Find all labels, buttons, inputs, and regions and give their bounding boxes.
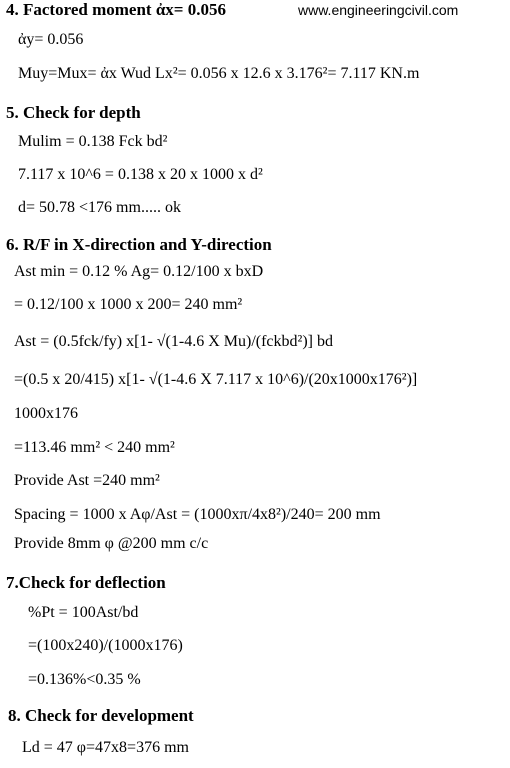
text-line: Ast min = 0.12 % Ag= 0.12/100 x bxD — [14, 263, 264, 280]
text-line: =113.46 mm² < 240 mm² — [14, 439, 175, 456]
text-line: = 0.12/100 x 1000 x 200= 240 mm² — [14, 296, 243, 313]
heading-factored-moment: 4. Factored moment ἀx= 0.056 — [6, 0, 226, 19]
text-line: d= 50.78 <176 mm..... ok — [18, 199, 181, 216]
text-line: Spacing = 1000 x Aφ/Ast = (1000xπ/4x8²)/240= 200 mm — [14, 506, 381, 523]
text-line: ἀy= 0.056 — [18, 31, 84, 48]
text-line: Ast = (0.5fck/fy) x[1- √(1-4.6 X Mu)/(fckbd²)] bd — [14, 333, 333, 350]
text-line: 1000x176 — [14, 405, 78, 422]
text-line: Ld = 47 φ=47x8=376 mm — [22, 739, 189, 756]
heading-check-depth: 5. Check for depth — [6, 103, 141, 122]
text-line: =(100x240)/(1000x176) — [28, 637, 183, 654]
text-line: =(0.5 x 20/415) x[1- √(1-4.6 X 7.117 x 10^6)/(20x1000x176²)] — [14, 371, 418, 388]
text-line: Provide 8mm φ @200 mm c/c — [14, 535, 209, 552]
heading-check-deflection: 7.Check for deflection — [6, 573, 166, 592]
text-line: %Pt = 100Ast/bd — [28, 604, 139, 621]
text-line: 7.117 x 10^6 = 0.138 x 20 x 1000 x d² — [18, 166, 263, 183]
heading-check-development: 8. Check for development — [8, 706, 194, 725]
text-line: Muy=Mux= ἀx Wud Lx²= 0.056 x 12.6 x 3.176²= 7.117 KN.m — [18, 65, 420, 82]
website-watermark: www.engineeringcivil.com — [298, 2, 459, 18]
text-line: Mulim = 0.138 Fck bd² — [18, 133, 168, 150]
text-line: Provide Ast =240 mm² — [14, 472, 160, 489]
text-line: =0.136%<0.35 % — [28, 671, 141, 688]
heading-reinforcement: 6. R/F in X-direction and Y-direction — [6, 235, 272, 254]
